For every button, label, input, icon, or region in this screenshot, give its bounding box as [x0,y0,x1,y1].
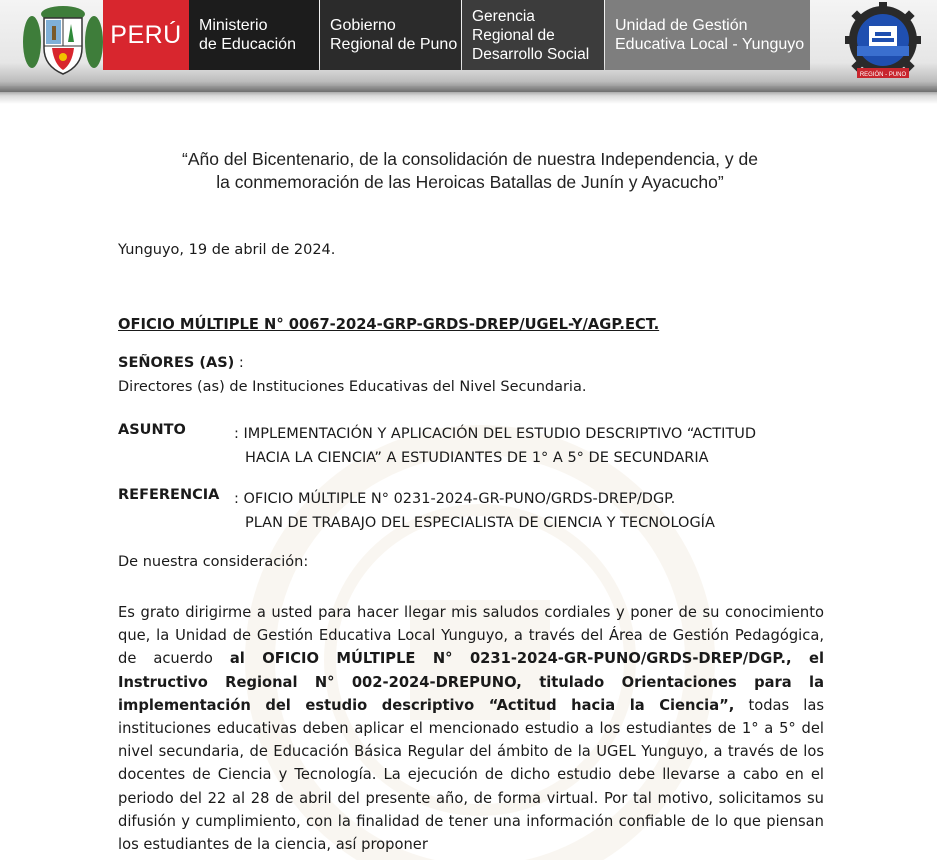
ugel-line: Educativa Local - Yunguyo [615,36,805,53]
year-motto [120,148,820,194]
motto-line: “Año del Bicentenario, de la consolidación de nuestra Independencia, y de [182,149,758,169]
letterhead [0,0,937,104]
letterhead-divider [0,86,937,92]
document-date: Yunguyo, 19 de abril de 2024. [118,242,336,258]
recipients-colon: : [234,355,244,371]
ministerio-line: Ministerio [199,17,268,34]
ministerio-line: de Educación [199,36,296,53]
recipients-text: Directores (as) de Instituciones Educativas del Nivel Secundaria. [118,379,587,395]
gerencia-line: Regional de [472,26,555,44]
reference-line: : OFICIO MÚLTIPLE N° 0231-2024-GR-PUNO/GRDS-DREP/DGP. [234,491,676,507]
body-text: Es grato dirigirme a usted para hacer llegar mis saludos cordiales y poner de su conocimiento que, la Unidad de Gestión Educativa Local Yunguyo, a través del Área de Gestión Pedagógica, de acuerdo [118,604,824,668]
body-paragraph [118,601,824,856]
peru-brand: PERÚ [103,0,189,70]
ministerio-label [189,0,319,70]
subject-line: : IMPLEMENTACIÓN Y APLICACIÓN DEL ESTUDIO DESCRIPTIVO “ACTITUD [234,426,757,442]
reference-line: PLAN DE TRABAJO DEL ESPECIALISTA DE CIENCIA Y TECNOLOGÍA [245,515,715,531]
oficio-title: OFICIO MÚLTIPLE N° 0067-2024-GRP-GRDS-DREP/UGEL-Y/AGP.ECT. [118,316,660,333]
motto-line: la conmemoración de las Heroicas Batallas de Junín y Ayacucho” [216,172,724,192]
ugel-line: Unidad de Gestión [615,17,748,34]
gerencia-line: Gerencia [472,7,535,25]
gerencia-label [462,0,604,70]
region-puno-logo-icon [839,2,927,86]
body-text: todas las instituciones educativas deben aplicar el mencionado estudio a los estudiantes de 1° a 5° del nivel secundaria, de Educación Básica Regular del ámbito de la UGEL Yunguyo, a través de los docentes de Ciencia y Tecnología. La ejecución de dicho estudio debe llevarse a cabo en el periodo del 22 al 28 de abril del presente año, de forma virtual. Por tal motivo, solicitamos su difusión y cumplimiento, con la finalidad de tener una información confiable de lo que piensan los estudiantes de la ciencia, así proponer [118,696,824,854]
reference-text [234,487,715,535]
peru-coat-of-arms-icon [22,2,104,76]
region-logo-text: REGIÓN - PUNO [859,72,907,78]
gobierno-line: Regional de Puno [330,36,458,53]
body-bold-text: al OFICIO MÚLTIPLE N° 0231-2024-GR-PUNO/GRDS-DREP/DGP., el Instructivo Regional N° 002-2024-DREPUNO, titulado Orientaciones para la implementación del estudio descriptivo “Actitud hacia la Ciencia”, [118,650,824,714]
reference-label: REFERENCIA [118,487,220,503]
recipients-label-text: SEÑORES (AS) [118,355,235,371]
gobierno-line: Gobierno [330,17,396,34]
subject-text [234,422,756,470]
salutation: De nuestra consideración: [118,554,309,570]
subject-line: HACIA LA CIENCIA” A ESTUDIANTES DE 1° A 5° DE SECUNDARIA [245,450,709,466]
gobierno-regional-label [320,0,461,70]
subject-label: ASUNTO [118,422,186,438]
recipients-label [118,355,244,371]
ugel-label [605,0,810,70]
gerencia-line: Desarrollo Social [472,45,590,63]
